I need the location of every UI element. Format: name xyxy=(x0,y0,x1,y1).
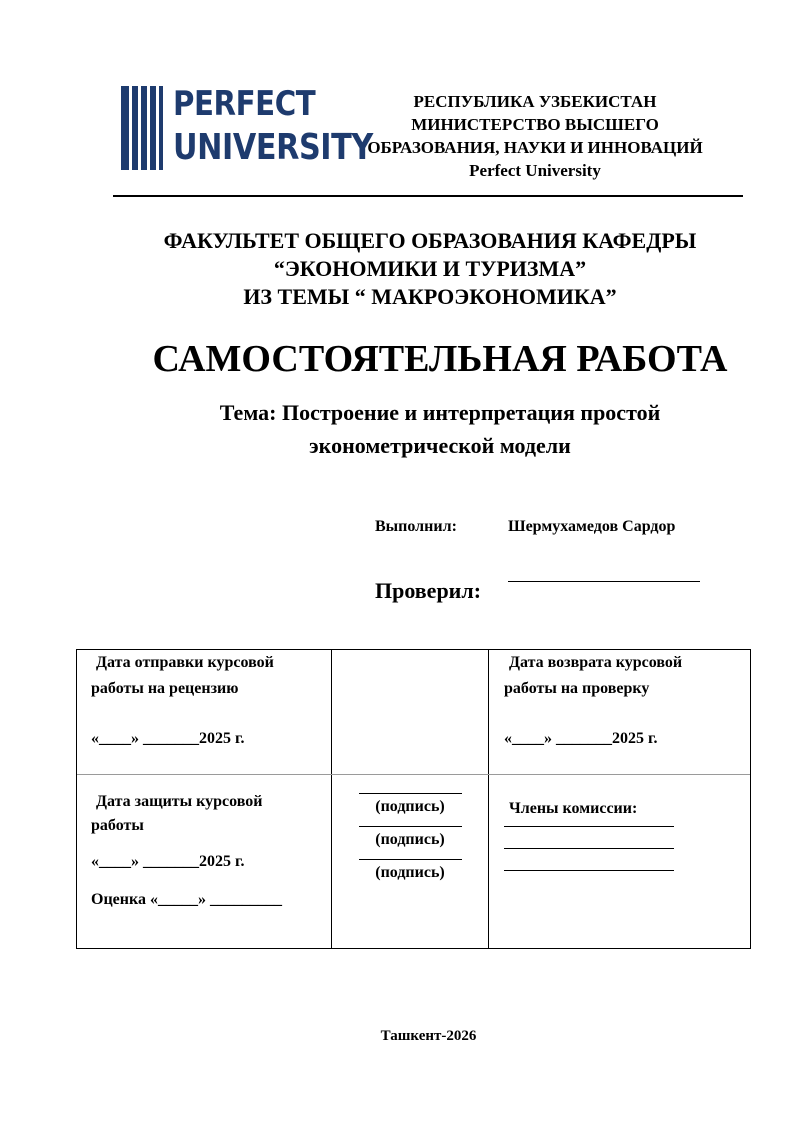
signature-line-2 xyxy=(359,826,462,827)
faculty-block xyxy=(80,227,780,311)
commission-cell xyxy=(504,796,744,892)
defense-cell xyxy=(91,790,327,912)
topic-block xyxy=(80,396,800,462)
grade-field: Оценка «_____» _________ xyxy=(91,891,282,908)
faculty-line-3: ИЗ ТЕМЫ “ МАКРОЭКОНОМИКА” xyxy=(243,284,617,309)
faculty-line-2: “ЭКОНОМИКИ И ТУРИЗМА” xyxy=(273,256,587,281)
city-year: Ташкент-2026 xyxy=(380,1028,477,1044)
checker-blank-line xyxy=(508,581,700,582)
university-name: Perfect University xyxy=(469,161,601,180)
signatures-cell xyxy=(333,793,487,892)
signature-caption-1: (подпись) xyxy=(375,798,445,815)
table-divider-1 xyxy=(331,650,332,948)
review-table xyxy=(76,649,751,949)
ministry-line-2: ОБРАЗОВАНИЯ, НАУКИ И ИННОВАЦИЙ xyxy=(367,138,703,157)
logo-line-2: UNIVERSITY xyxy=(173,127,373,168)
sent-date: «____» _______2025 г. xyxy=(91,730,245,747)
defense-title-line-2: работы xyxy=(91,817,144,834)
defense-date: «____» _______2025 г. xyxy=(91,853,245,870)
returned-date: «____» _______2025 г. xyxy=(504,730,658,747)
work-title: САМОСТОЯТЕЛЬНАЯ РАБОТА xyxy=(152,338,728,380)
returned-title-line-2: работы на проверку xyxy=(504,680,650,697)
sent-title-line-2: работы на рецензию xyxy=(91,680,239,697)
commission-member-line-3 xyxy=(504,870,674,871)
signature-caption-2: (подпись) xyxy=(375,831,445,848)
returned-title-line-1: Дата возврата курсовой xyxy=(509,654,683,671)
university-logo xyxy=(121,84,373,170)
checked-label: Проверил: xyxy=(375,578,482,603)
signature-line-3 xyxy=(359,859,462,860)
signature-caption-3: (подпись) xyxy=(375,864,445,881)
faculty-line-1: ФАКУЛЬТЕТ ОБЩЕГО ОБРАЗОВАНИЯ КАФЕДРЫ xyxy=(163,228,697,253)
returned-date-cell xyxy=(504,650,744,752)
performed-label: Выполнил: xyxy=(375,518,457,535)
sent-title-line-1: Дата отправки курсовой xyxy=(96,654,274,671)
logo-line-1: PERFECT xyxy=(173,84,316,124)
commission-label: Члены комиссии: xyxy=(509,800,638,817)
defense-title-line-1: Дата защиты курсовой xyxy=(96,793,263,810)
ministry-line-1: МИНИСТЕРСТВО ВЫСШЕГО xyxy=(411,115,659,134)
student-name: Шермухамедов Сардор xyxy=(508,518,676,535)
country-line: РЕСПУБЛИКА УЗБЕКИСТАН xyxy=(413,92,657,111)
topic-line-2: эконометрической модели xyxy=(309,433,571,458)
institution-header xyxy=(335,90,735,182)
commission-member-line-1 xyxy=(504,826,674,827)
table-row-divider xyxy=(77,774,750,775)
signature-line-1 xyxy=(359,793,462,794)
topic-line-1: Тема: Построение и интерпретация простой xyxy=(219,400,661,425)
sent-date-cell xyxy=(91,650,327,752)
commission-member-line-2 xyxy=(504,848,674,849)
table-divider-2 xyxy=(488,650,489,948)
header-divider xyxy=(113,195,743,197)
